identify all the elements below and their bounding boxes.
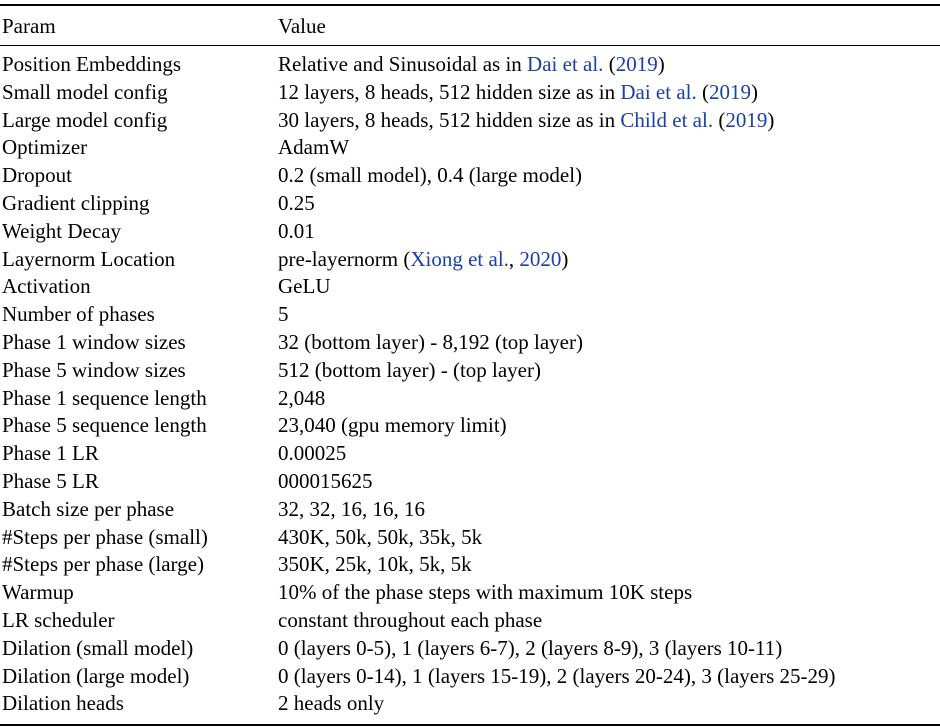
- value-text: 0 (layers 0-5), 1 (layers 6-7), 2 (layers 8-9), 3 (layers 10-11): [278, 635, 783, 660]
- value-cell: [278, 551, 835, 579]
- value-cell: [278, 385, 835, 413]
- table-row: [2, 385, 835, 413]
- table-row: [2, 524, 835, 552]
- value-cell: [278, 190, 835, 218]
- value-text: constant throughout each phase: [278, 607, 543, 632]
- table-row: [2, 496, 835, 524]
- value-cell: [278, 357, 835, 385]
- value-text: (: [696, 79, 709, 104]
- top-rule: [0, 4, 940, 6]
- bottom-rule: [0, 724, 940, 726]
- value-text: AdamW: [278, 135, 350, 160]
- table-row: [2, 412, 835, 440]
- table-row: [2, 607, 835, 635]
- table-row: [2, 134, 835, 162]
- param-cell: Large model config: [2, 107, 168, 132]
- value-text: 430K, 50k, 50k, 35k, 5k: [278, 524, 483, 549]
- table-row: [2, 301, 835, 329]
- table-row: [2, 635, 835, 663]
- param-cell: Position Embeddings: [2, 52, 182, 76]
- param-cell: Phase 1 window sizes: [2, 329, 186, 354]
- value-cell: [278, 524, 835, 552]
- value-text: ): [561, 246, 569, 271]
- param-cell: Layernorm Location: [2, 246, 176, 271]
- param-cell: Phase 5 window sizes: [2, 357, 186, 382]
- value-text: 0.00025: [278, 441, 347, 466]
- value-text: 000015625: [278, 468, 373, 493]
- value-text: 2 heads only: [278, 691, 385, 716]
- param-cell: Gradient clipping: [2, 190, 150, 215]
- citation-link[interactable]: Child et al.: [620, 107, 714, 132]
- value-text: 5: [278, 302, 289, 327]
- value-text: GeLU: [278, 274, 331, 299]
- value-text: ): [657, 52, 665, 76]
- citation-link[interactable]: 2019: [708, 79, 751, 104]
- header-value: Value: [278, 14, 326, 38]
- value-text: 0.2 (small model), 0.4 (large model): [278, 163, 583, 188]
- value-text: 30 layers, 8 heads, 512 hidden size as in: [278, 107, 621, 132]
- value-cell: [278, 496, 835, 524]
- param-cell: Activation: [2, 274, 91, 299]
- table-row: [2, 663, 835, 691]
- table-row: [2, 468, 835, 496]
- value-text: 10% of the phase steps with maximum 10K steps: [278, 580, 693, 605]
- param-cell: Phase 5 LR: [2, 468, 99, 493]
- table-row: [2, 551, 835, 579]
- param-cell: Optimizer: [2, 135, 88, 160]
- param-cell: #Steps per phase (small): [2, 524, 208, 549]
- citation-link[interactable]: 2019: [725, 107, 768, 132]
- citation-link[interactable]: 2019: [615, 52, 658, 76]
- value-text: pre-layernorm (: [278, 246, 411, 271]
- hyperparameter-table: [2, 9, 835, 718]
- value-cell: [278, 663, 835, 691]
- value-text: 0 (layers 0-14), 1 (layers 15-19), 2 (layers 20-24), 3 (layers 25-29): [278, 663, 836, 688]
- table-row: [2, 273, 835, 301]
- param-cell: Dilation (small model): [2, 635, 194, 660]
- value-text: 0.01: [278, 218, 315, 243]
- citation-link[interactable]: Dai et al.: [620, 79, 697, 104]
- table-row: [2, 357, 835, 385]
- value-cell: [278, 690, 835, 718]
- value-text: 23,040 (gpu memory limit): [278, 413, 507, 438]
- value-cell: [278, 468, 835, 496]
- value-text: 32 (bottom layer) - 8,192 (top layer): [278, 329, 583, 354]
- value-text: (: [603, 52, 616, 76]
- table-row: [2, 79, 835, 107]
- value-cell: [278, 412, 835, 440]
- table-row: [2, 190, 835, 218]
- value-text: 350K, 25k, 10k, 5k, 5k: [278, 552, 472, 577]
- table-body: [2, 43, 835, 718]
- citation-link[interactable]: Xiong et al.: [410, 246, 509, 271]
- table-row: [2, 246, 835, 274]
- table-row: [2, 579, 835, 607]
- param-cell: Batch size per phase: [2, 496, 175, 521]
- table-header-row: [2, 9, 835, 43]
- citation-link[interactable]: Dai et al.: [527, 52, 604, 76]
- param-cell: Number of phases: [2, 302, 155, 327]
- table-row: [2, 107, 835, 135]
- param-cell: Phase 1 LR: [2, 441, 99, 466]
- param-cell: Small model config: [2, 79, 168, 104]
- param-cell: LR scheduler: [2, 607, 115, 632]
- table-row: [2, 43, 835, 79]
- value-cell: [278, 218, 835, 246]
- param-cell: Weight Decay: [2, 218, 122, 243]
- table-row: [2, 329, 835, 357]
- param-cell: Dilation (large model): [2, 663, 190, 688]
- value-text: 32, 32, 16, 16, 16: [278, 496, 425, 521]
- value-cell: [278, 635, 835, 663]
- value-cell: [278, 107, 835, 135]
- param-cell: Phase 1 sequence length: [2, 385, 207, 410]
- table-row: [2, 690, 835, 718]
- value-cell: [278, 43, 835, 79]
- param-cell: Phase 5 sequence length: [2, 413, 207, 438]
- value-text: 12 layers, 8 heads, 512 hidden size as in: [278, 79, 621, 104]
- value-text: 2,048: [278, 385, 326, 410]
- param-cell: Dilation heads: [2, 691, 124, 716]
- value-cell: [278, 246, 835, 274]
- param-cell: Warmup: [2, 580, 74, 605]
- table-row: [2, 218, 835, 246]
- value-cell: [278, 440, 835, 468]
- value-text: 512 (bottom layer) - (top layer): [278, 357, 541, 382]
- value-cell: [278, 607, 835, 635]
- value-text: ,: [508, 246, 520, 271]
- value-cell: [278, 134, 835, 162]
- param-cell: #Steps per phase (large): [2, 552, 204, 577]
- value-cell: [278, 162, 835, 190]
- value-text: (: [713, 107, 726, 132]
- value-text: 0.25: [278, 190, 315, 215]
- param-cell: Dropout: [2, 163, 72, 188]
- value-cell: [278, 79, 835, 107]
- value-text: ): [767, 107, 775, 132]
- table-row: [2, 162, 835, 190]
- citation-link[interactable]: 2020: [519, 246, 562, 271]
- value-cell: [278, 579, 835, 607]
- value-cell: [278, 329, 835, 357]
- value-cell: [278, 301, 835, 329]
- value-text: ): [750, 79, 758, 104]
- value-text: Relative and Sinusoidal as in: [278, 52, 528, 76]
- value-cell: [278, 273, 835, 301]
- header-param: Param: [2, 14, 56, 38]
- table-row: [2, 440, 835, 468]
